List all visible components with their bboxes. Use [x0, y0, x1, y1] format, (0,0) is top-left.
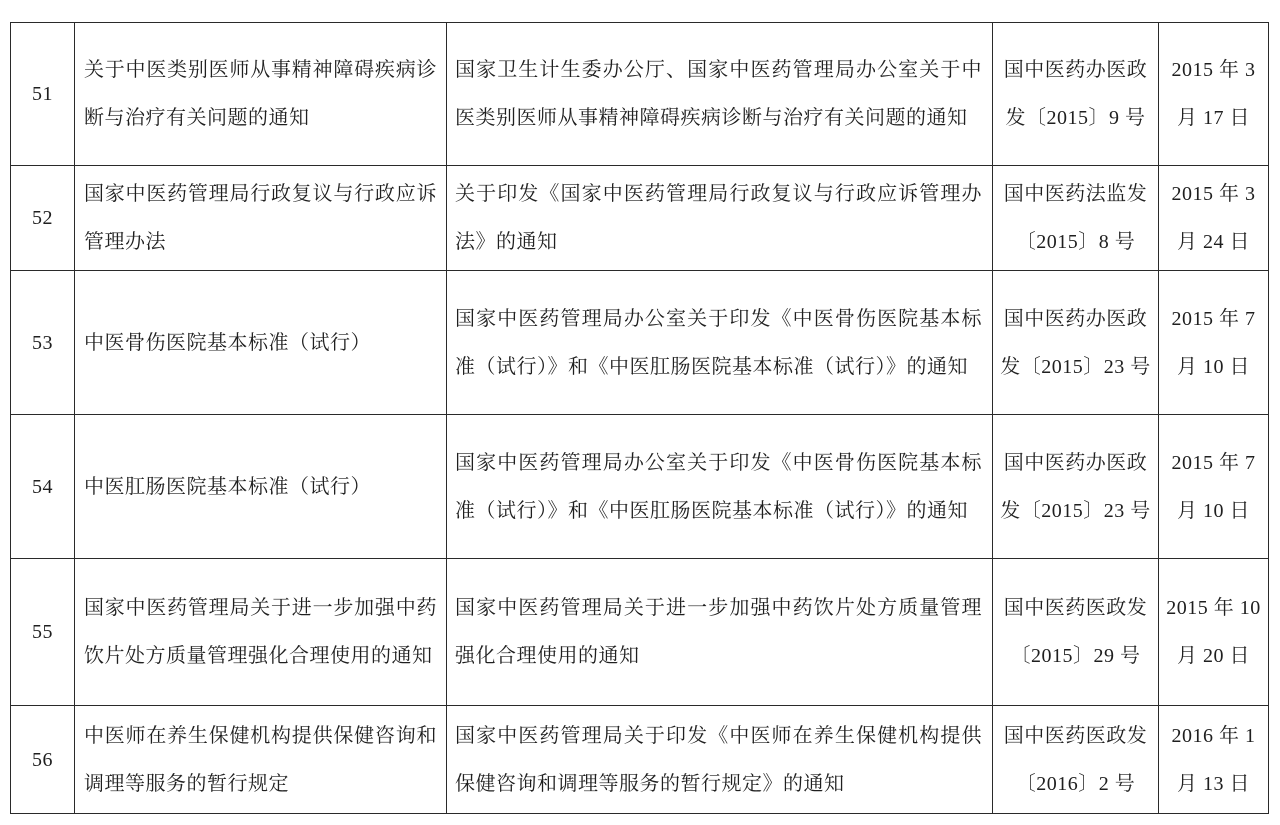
serial-number-cell: 56 [11, 706, 75, 814]
date-cell [1159, 706, 1269, 814]
date-line: 2015 年 3 [1171, 183, 1256, 205]
table-row [11, 271, 1269, 415]
date-cell [1159, 559, 1269, 706]
doc-number-cell [993, 23, 1159, 166]
doc-number-line: 国中医药医政发 [1003, 724, 1148, 747]
regulations-table [10, 22, 1269, 814]
title-cell: 国家中医药管理局行政复议与行政应诉管理办法 [75, 166, 447, 271]
table-row [11, 166, 1269, 271]
date-line: 月 10 日 [1177, 499, 1250, 522]
title-cell: 中医肛肠医院基本标准（试行） [75, 415, 447, 559]
doc-number-line: 〔2015〕8 号 [1015, 231, 1136, 253]
date-line: 月 17 日 [1177, 107, 1250, 129]
table-row [11, 706, 1269, 814]
date-line: 2016 年 1 [1171, 724, 1256, 747]
serial-number-cell: 54 [11, 415, 75, 559]
date-cell [1159, 415, 1269, 559]
serial-number-cell: 51 [11, 23, 75, 166]
date-line: 2015 年 7 [1171, 307, 1256, 330]
title-cell: 中医骨伤医院基本标准（试行） [75, 271, 447, 415]
doc-number-cell [993, 706, 1159, 814]
doc-number-line: 国中医药办医政 [1003, 307, 1148, 330]
notice-cell: 国家卫生计生委办公厅、国家中医药管理局办公室关于中医类别医师从事精神障碍疾病诊断与治疗有关问题的通知 [447, 23, 993, 166]
table-row [11, 23, 1269, 166]
doc-number-line: 国中医药办医政 [1003, 59, 1148, 81]
date-line: 月 20 日 [1177, 645, 1250, 667]
doc-number-line: 国中医药医政发 [1003, 597, 1148, 619]
date-cell [1159, 271, 1269, 415]
doc-number-line: 发〔2015〕23 号 [1000, 355, 1151, 378]
date-line: 月 10 日 [1177, 355, 1250, 378]
doc-number-cell [993, 166, 1159, 271]
notice-cell: 国家中医药管理局关于进一步加强中药饮片处方质量管理强化合理使用的通知 [447, 559, 993, 706]
date-cell [1159, 166, 1269, 271]
table-row [11, 559, 1269, 706]
title-cell: 国家中医药管理局关于进一步加强中药饮片处方质量管理强化合理使用的通知 [75, 559, 447, 706]
notice-cell: 国家中医药管理局关于印发《中医师在养生保健机构提供保健咨询和调理等服务的暂行规定》的通知 [447, 706, 993, 814]
table-row [11, 415, 1269, 559]
title-cell: 中医师在养生保健机构提供保健咨询和调理等服务的暂行规定 [75, 706, 447, 814]
date-cell [1159, 23, 1269, 166]
date-line: 2015 年 3 [1171, 59, 1256, 81]
notice-cell: 国家中医药管理局办公室关于印发《中医骨伤医院基本标准（试行）》和《中医肛肠医院基本标准（试行）》的通知 [447, 415, 993, 559]
date-line: 月 13 日 [1177, 772, 1250, 795]
doc-number-cell [993, 271, 1159, 415]
notice-cell: 国家中医药管理局办公室关于印发《中医骨伤医院基本标准（试行）》和《中医肛肠医院基本标准（试行）》的通知 [447, 271, 993, 415]
doc-number-line: 〔2015〕29 号 [1010, 645, 1141, 667]
doc-number-line: 〔2016〕2 号 [1015, 772, 1136, 795]
doc-number-cell [993, 559, 1159, 706]
notice-cell: 关于印发《国家中医药管理局行政复议与行政应诉管理办法》的通知 [447, 166, 993, 271]
doc-number-line: 发〔2015〕23 号 [1000, 499, 1151, 522]
date-line: 月 24 日 [1177, 231, 1250, 253]
date-line: 2015 年 7 [1171, 451, 1256, 474]
title-cell: 关于中医类别医师从事精神障碍疾病诊断与治疗有关问题的通知 [75, 23, 447, 166]
serial-number-cell: 53 [11, 271, 75, 415]
doc-number-line: 国中医药法监发 [1003, 183, 1148, 205]
serial-number-cell: 52 [11, 166, 75, 271]
doc-number-line: 国中医药办医政 [1003, 451, 1148, 474]
date-line: 2015 年 10 [1166, 597, 1261, 619]
doc-number-cell [993, 415, 1159, 559]
serial-number-cell: 55 [11, 559, 75, 706]
doc-number-line: 发〔2015〕9 号 [1005, 107, 1146, 129]
